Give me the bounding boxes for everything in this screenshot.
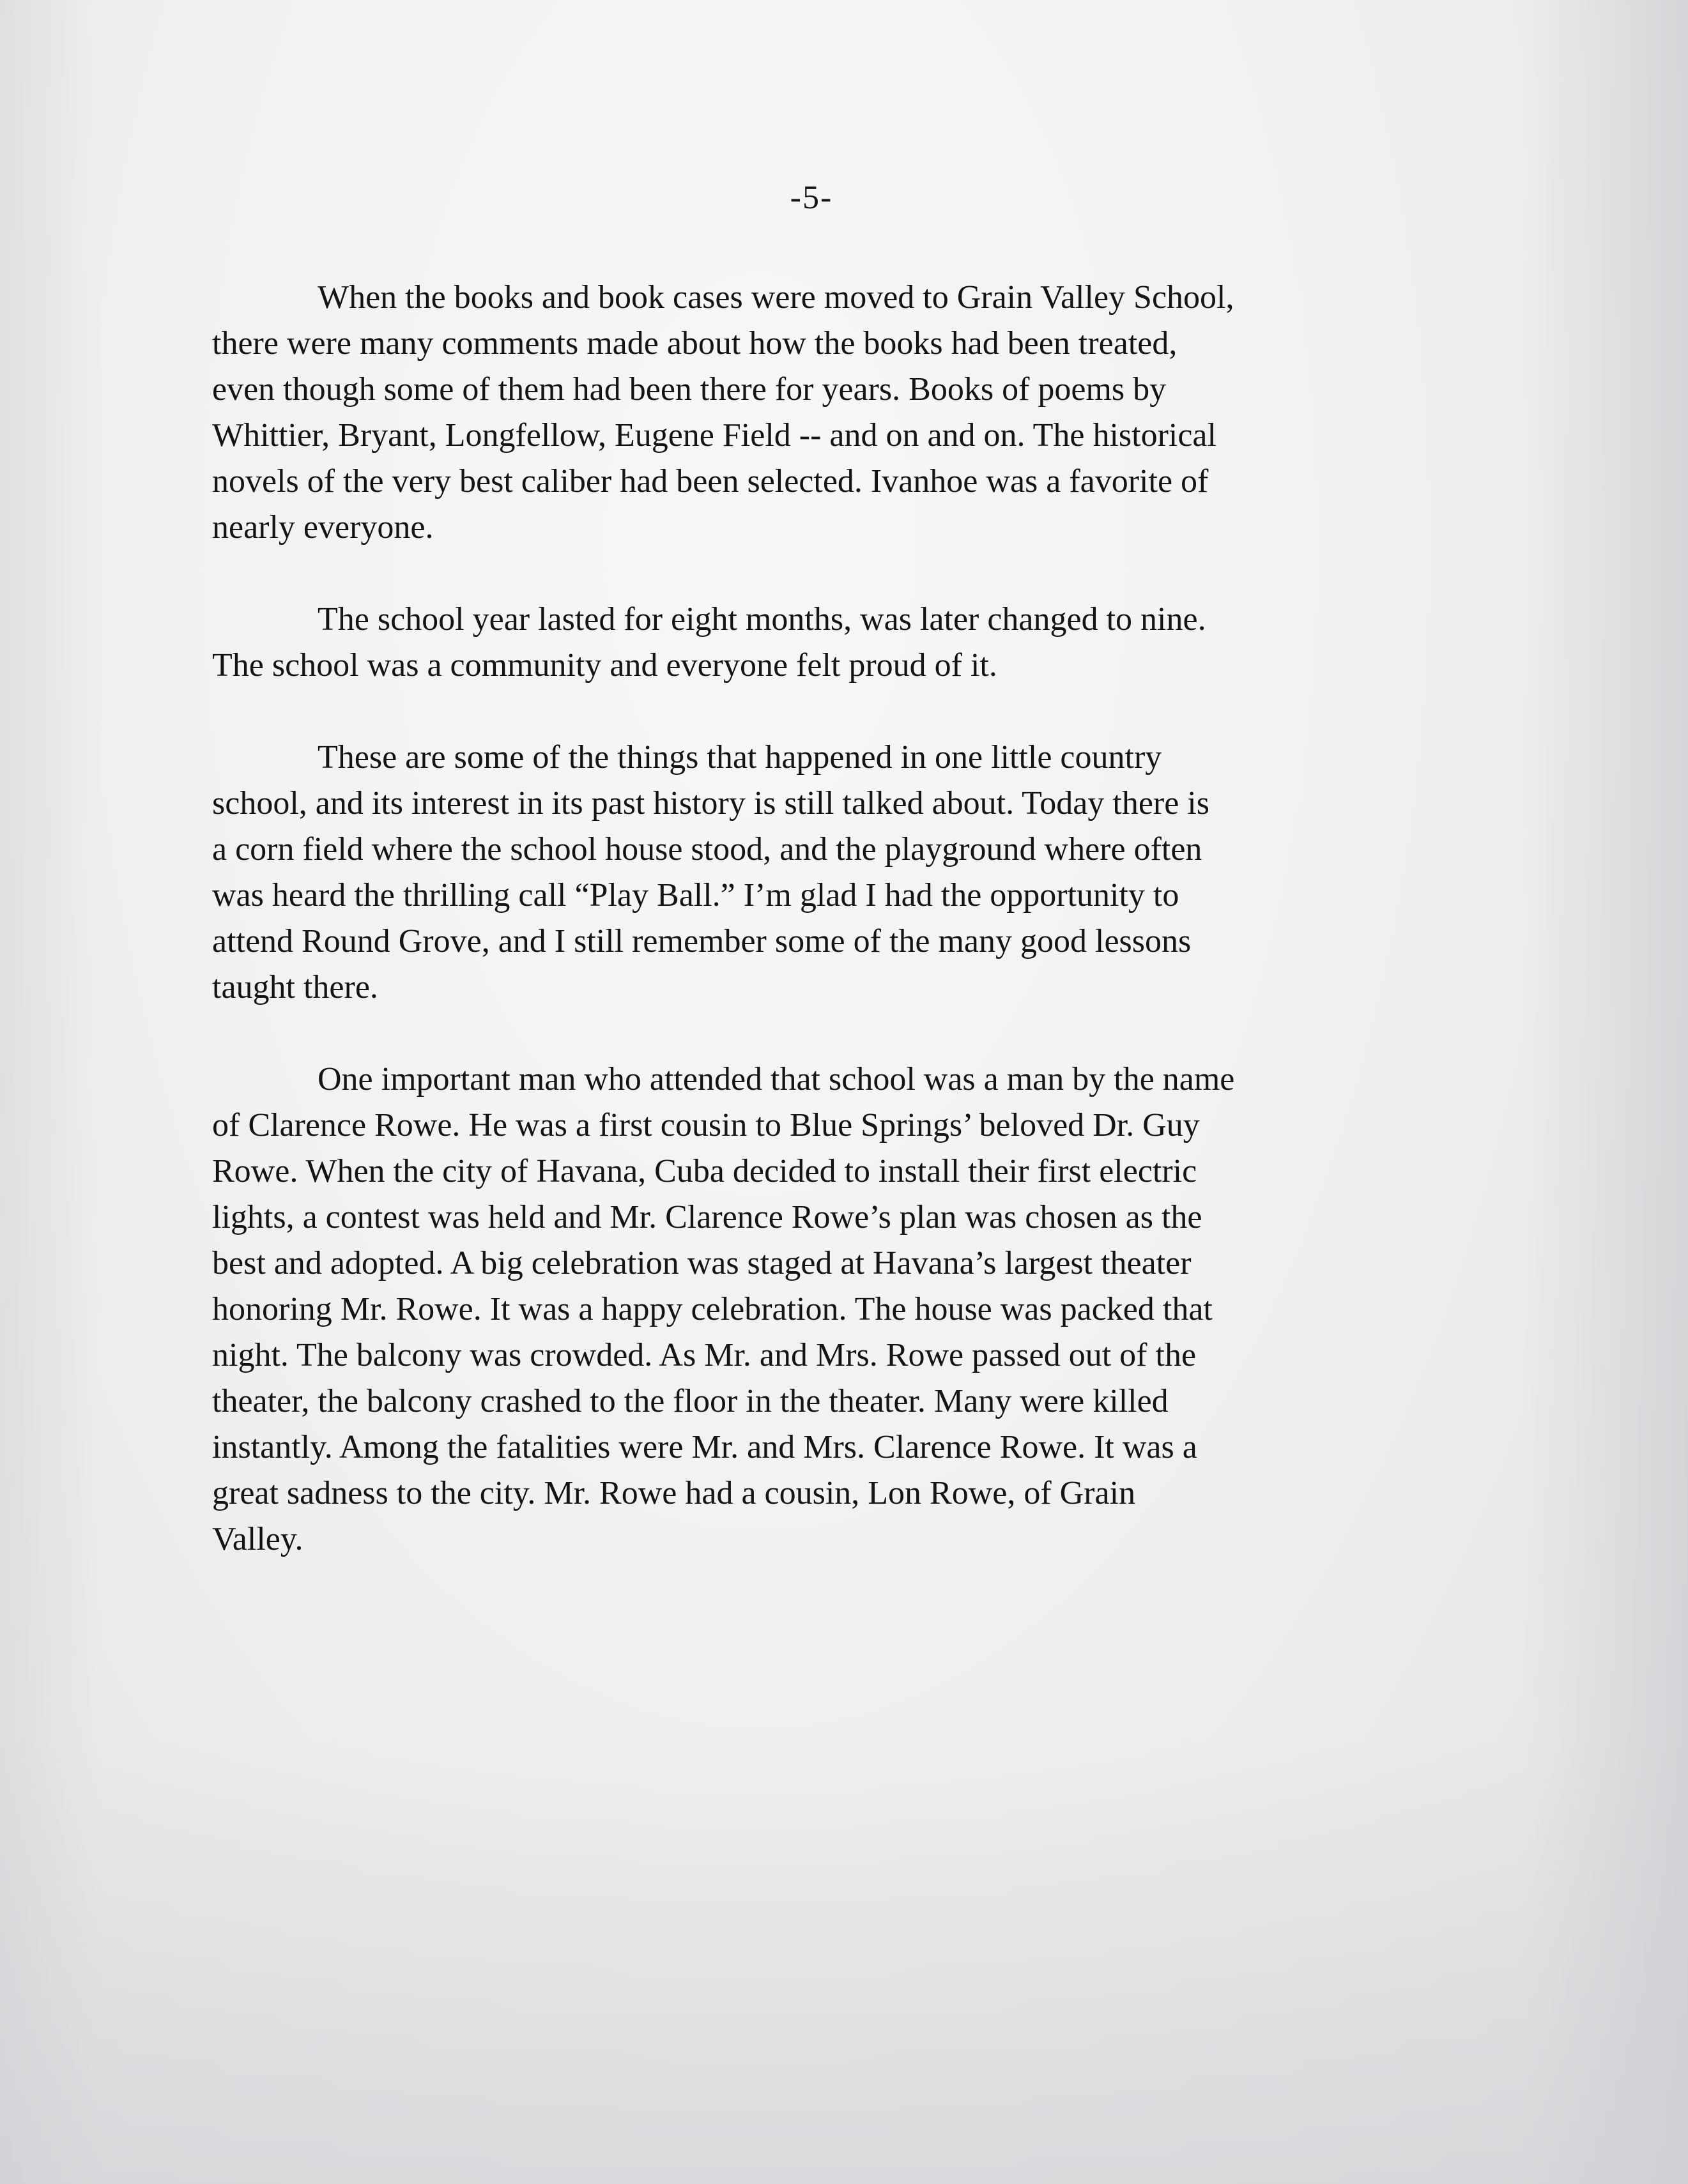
- text-line: even though some of them had been there for years. Books of poems by: [212, 371, 1167, 408]
- text-line: best and adopted. A big celebration was staged at Havana’s largest theater: [212, 1245, 1192, 1281]
- text-line: One important man who attended that school was a man by the name: [318, 1061, 1235, 1097]
- text-line: honoring Mr. Rowe. It was a happy celebration. The house was packed that: [212, 1291, 1213, 1327]
- text-line: great sadness to the city. Mr. Rowe had a cousin, Lon Rowe, of Grain: [212, 1475, 1136, 1511]
- text-line: nearly everyone.: [212, 509, 434, 546]
- text-line: Valley.: [212, 1521, 303, 1557]
- paragraph-school-year: [212, 597, 1452, 689]
- text-line: The school year lasted for eight months, was later changed to nine.: [318, 601, 1206, 638]
- page-shadow-left: [0, 0, 102, 2184]
- text-line: novels of the very best caliber had been selected. Ivanhoe was a favorite of: [212, 463, 1209, 500]
- text-line: instantly. Among the fatalities were Mr. and Mrs. Clarence Rowe. It was a: [212, 1429, 1197, 1465]
- text-line: of Clarence Rowe. He was a first cousin to Blue Springs’ beloved Dr. Guy: [212, 1107, 1200, 1143]
- text-line: taught there.: [212, 969, 378, 1005]
- page-number: -5-: [790, 179, 833, 216]
- page-shadow-right: [1522, 0, 1688, 2184]
- text-line: a corn field where the school house stood, and the playground where often: [212, 831, 1202, 867]
- paragraph-country-school: [212, 735, 1452, 1011]
- text-line: attend Round Grove, and I still remember some of the many good lessons: [212, 923, 1192, 959]
- text-line: lights, a contest was held and Mr. Clarence Rowe’s plan was chosen as the: [212, 1199, 1202, 1235]
- page-shadow-bottom: [0, 1737, 1688, 2184]
- text-line: school, and its interest in its past history is still talked about. Today there is: [212, 785, 1209, 821]
- text-line: Rowe. When the city of Havana, Cuba decided to install their first electric: [212, 1153, 1197, 1189]
- text-line: night. The balcony was crowded. As Mr. and Mrs. Rowe passed out of the: [212, 1337, 1197, 1373]
- text-line: When the books and book cases were moved to Grain Valley School,: [318, 279, 1234, 316]
- text-line: was heard the thrilling call “Play Ball.” I’m glad I had the opportunity to: [212, 877, 1179, 913]
- document-body: [212, 275, 1452, 1608]
- paragraph-clarence-rowe: [212, 1057, 1452, 1562]
- text-line: Whittier, Bryant, Longfellow, Eugene Field -- and on and on. The historical: [212, 417, 1216, 454]
- text-line: These are some of the things that happened in one little country: [318, 739, 1162, 775]
- text-line: The school was a community and everyone felt proud of it.: [212, 647, 997, 683]
- text-line: there were many comments made about how the books had been treated,: [212, 325, 1178, 362]
- paragraph-books: [212, 275, 1452, 551]
- text-line: theater, the balcony crashed to the floor in the theater. Many were killed: [212, 1383, 1169, 1419]
